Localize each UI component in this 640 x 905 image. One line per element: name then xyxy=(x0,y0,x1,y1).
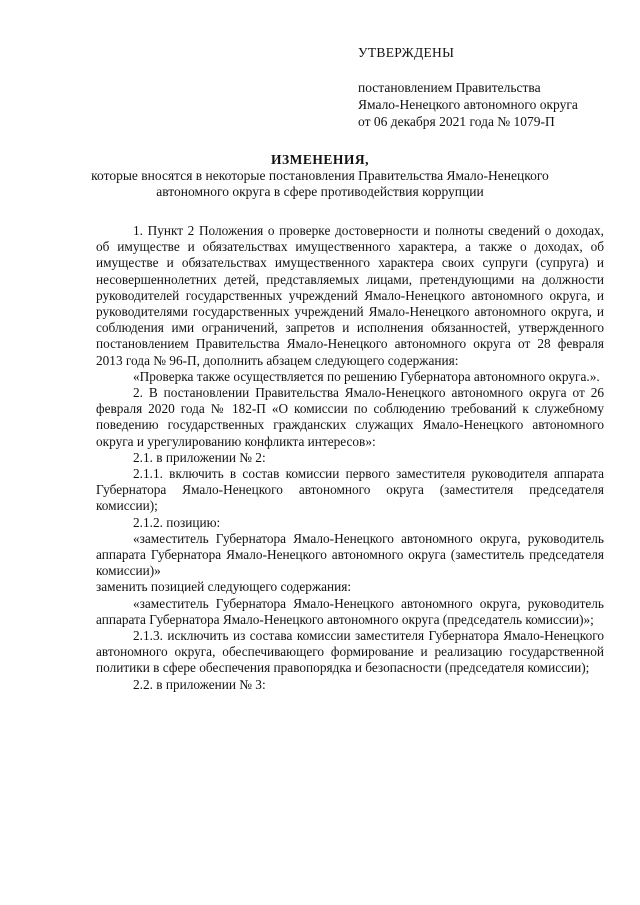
paragraph-5: 2.1.1. включить в состав комиссии первого заместителя руководителя аппарата Губернатора Ямало-Ненецкого автономного округа (заместителя председателя комиссии); xyxy=(96,466,604,514)
approval-stamp xyxy=(358,44,618,130)
document-body xyxy=(96,223,604,693)
approval-line-2: Ямало-Ненецкого автономного округа xyxy=(358,97,578,112)
approval-line-3: от 06 декабря 2021 года № 1079-П xyxy=(358,114,555,129)
paragraph-7: «заместитель Губернатора Ямало-Ненецкого автономного округа, руководитель аппарата Губернатора Ямало-Ненецкого автономного округа (заместитель председателя комиссии)» xyxy=(96,530,604,579)
paragraph-2: «Проверка также осуществляется по решению Губернатора автономного округа.». xyxy=(133,368,600,384)
paragraph-8: заменить позицией следующего содержания: xyxy=(96,579,352,595)
document-title: ИЗМЕНЕНИЯ, xyxy=(270,152,369,167)
document-subtitle: которые вносятся в некоторые постановления Правительства Ямало-Ненецкого автономного округа в сфере противодействия коррупции xyxy=(91,168,549,199)
approval-line-1: постановлением Правительства xyxy=(358,80,541,95)
document-heading xyxy=(80,152,560,200)
approved-title: УТВЕРЖДЕНЫ xyxy=(358,45,455,60)
paragraph-6: 2.1.2. позицию: xyxy=(133,514,221,530)
paragraph-11: 2.2. в приложении № 3: xyxy=(133,676,266,692)
paragraph-10: 2.1.3. исключить из состава комиссии заместителя Губернатора Ямало-Ненецкого автономного округа, обеспечивающего формирование и реализацию государственной политики в сфере обеспечения правопорядка и безопасности (председателя комиссии); xyxy=(96,628,604,676)
paragraph-4: 2.1. в приложении № 2: xyxy=(133,449,266,465)
paragraph-1: 1. Пункт 2 Положения о проверке достоверности и полноты сведений о доходах, об имуществе и обязательствах имущественного характера, а также о доходах, об имуществе и обязательствах имущественного характера своих супруги (супруга) и несовершеннолетних детей, представляемых лицами, претендующими на должности руководителей государственных учреждений Ямало-Ненецкого автономного округа, и руководителями государственных учреждений Ямало-Ненецкого автономного округа, и соблюдения ими ограничений, запретов и исполнения обязанностей, утвержденного постановлением Правительства Ямало-Ненецкого автономного округа от 28 февраля 2013 года № 96-П, дополнить абзацем следующего содержания: xyxy=(96,223,604,368)
paragraph-3: 2. В постановлении Правительства Ямало-Ненецкого автономного округа от 26 февраля 2020 года № 182-П «О комиссии по соблюдению требований к служебному поведению государственных гражданских служащих Ямало-Ненецкого автономного округа и урегулированию конфликта интересов»: xyxy=(96,385,604,449)
paragraph-9: «заместитель Губернатора Ямало-Ненецкого автономного округа, руководитель аппарата Губернатора Ямало-Ненецкого автономного округа (председатель комиссии)»; xyxy=(96,595,604,627)
